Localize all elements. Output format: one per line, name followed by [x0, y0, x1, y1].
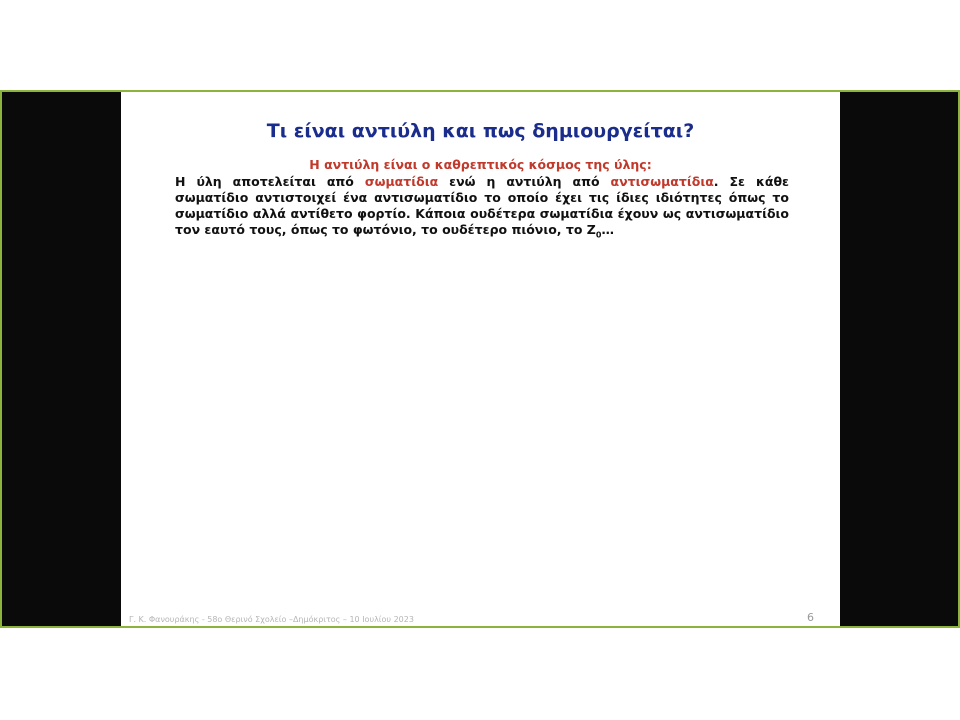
paragraph-text: ενώ η αντιύλη από — [438, 174, 611, 189]
slide-title: Τι είναι αντιύλη και πως δημιουργείται? — [266, 120, 695, 142]
subscript: 0 — [595, 230, 602, 240]
highlight-term: αντισωματίδια — [610, 174, 714, 189]
presentation-frame — [0, 90, 960, 628]
paragraph-text: . Σε κάθε σωματίδιο αντιστοιχεί ένα αντισωματίδιο το οποίο έχει τις ίδιες ιδιότητες όπως το σωματίδιο αλλά αντίθετο φορτίο. Κάποια ουδέτερα σωματίδια έχουν ως αντισωματίδιο τον εαυτό τους, όπως το φωτόνιο, το ουδέτερο πιόνιο, το Z — [175, 174, 789, 237]
paragraph-text: Η ύλη αποτελείται από — [175, 174, 365, 189]
slide-paragraph — [175, 174, 789, 244]
slide-footer: Γ. Κ. Φανουράκης - 58ο Θερινό Σχολείο –Δημόκριτος – 10 Ιουλίου 2023 — [129, 615, 414, 624]
paragraph-text: … — [601, 222, 614, 237]
slide — [121, 92, 840, 626]
slide-subtitle: Η αντιύλη είναι ο καθρεπτικός κόσμος της ύλης: — [309, 157, 652, 172]
page-number: 6 — [807, 611, 814, 624]
highlight-term: σωματίδια — [364, 174, 439, 189]
